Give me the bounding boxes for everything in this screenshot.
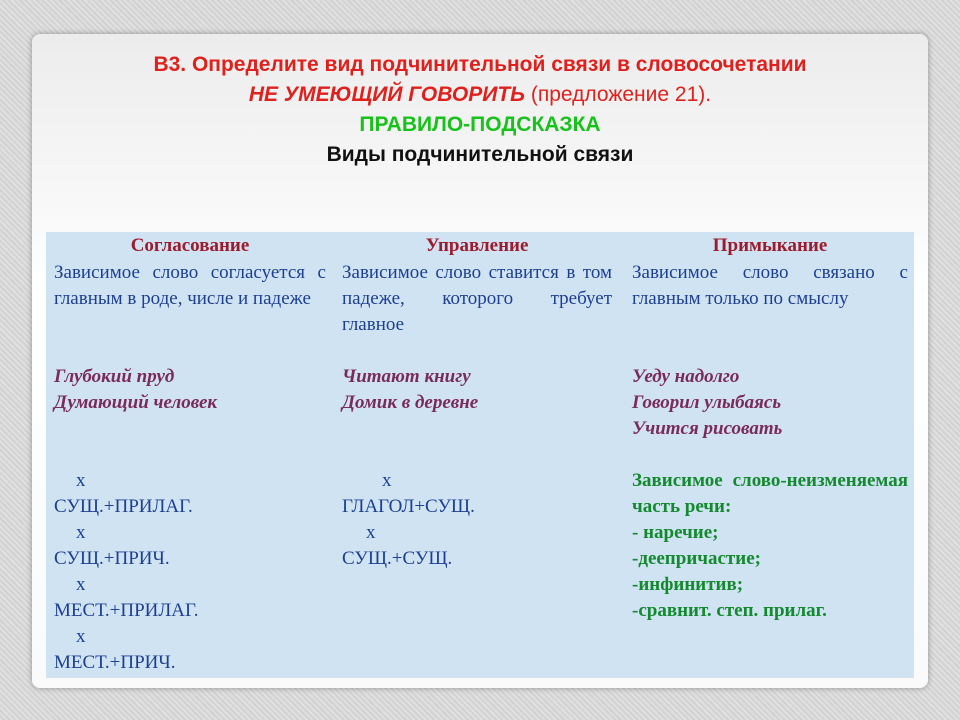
part-item: -деепричастие;: [632, 548, 761, 569]
part-item: - наречие;: [632, 522, 719, 543]
part-item: -инфинитив;: [632, 574, 744, 595]
patterns: [54, 468, 326, 676]
column-agreement: [54, 232, 326, 676]
adjunction-note: Зависимое слово-неизменяемая часть речи:: [632, 470, 908, 517]
examples: [342, 364, 612, 416]
task-text: В3. Определите вид подчинительной связи в словосочетании: [153, 53, 807, 76]
parts-of-speech: [632, 520, 908, 624]
column-definition: Зависимое слово ставится в том падеже, которого требует главное: [342, 262, 612, 335]
phrase-line: [32, 80, 928, 110]
patterns: [342, 468, 612, 572]
pattern-marker: x: [366, 522, 376, 543]
hint-title: ПРАВИЛО-ПОДСКАЗКА: [359, 113, 601, 136]
pattern-marker: x: [382, 470, 392, 491]
example-item: Уеду надолго: [632, 366, 740, 387]
pattern-item: МЕСТ.+ПРИЛАГ.: [54, 600, 199, 621]
connection-types-table: [46, 232, 914, 678]
table-subtitle: Виды подчинительной связи: [326, 143, 634, 166]
pattern-marker: x: [76, 574, 86, 595]
pattern-item: СУЩ.+ПРИЧ.: [54, 548, 170, 569]
column-government: [342, 232, 612, 572]
column-header: Согласование: [130, 235, 250, 256]
examples: [54, 364, 326, 416]
phrase-text: НЕ УМЕЮЩИЙ ГОВОРИТЬ: [248, 83, 526, 106]
pattern-item: СУЩ.+ПРИЛАГ.: [54, 496, 193, 517]
pattern-marker: x: [76, 626, 86, 647]
pattern-marker: x: [76, 470, 86, 491]
column-header: Управление: [425, 235, 529, 256]
example-item: Глубокий пруд: [54, 366, 175, 387]
pattern-item: СУЩ.+СУЩ.: [342, 548, 453, 569]
example-item: Говорил улыбаясь: [632, 392, 782, 413]
example-item: Учится рисовать: [632, 418, 783, 439]
column-definition: Зависимое слово согласуется с главным в роде, числе и падеже: [54, 262, 326, 309]
slide-heading: [32, 50, 928, 170]
pattern-item: МЕСТ.+ПРИЧ.: [54, 652, 176, 673]
column-header: Примыкание: [712, 235, 828, 256]
column-adjunction: [632, 232, 908, 624]
column-definition: Зависимое слово связано с главным только по смыслу: [632, 262, 908, 309]
sentence-ref: (предложение 21).: [525, 83, 712, 106]
part-item: -сравнит. степ. прилаг.: [632, 600, 827, 621]
task-line: [32, 50, 928, 80]
pattern-item: ГЛАГОЛ+СУЩ.: [342, 496, 475, 517]
example-item: Домик в деревне: [342, 392, 479, 413]
examples: [632, 364, 908, 442]
pattern-marker: x: [76, 522, 86, 543]
example-item: Читают книгу: [342, 366, 471, 387]
example-item: Думающий человек: [54, 392, 218, 413]
